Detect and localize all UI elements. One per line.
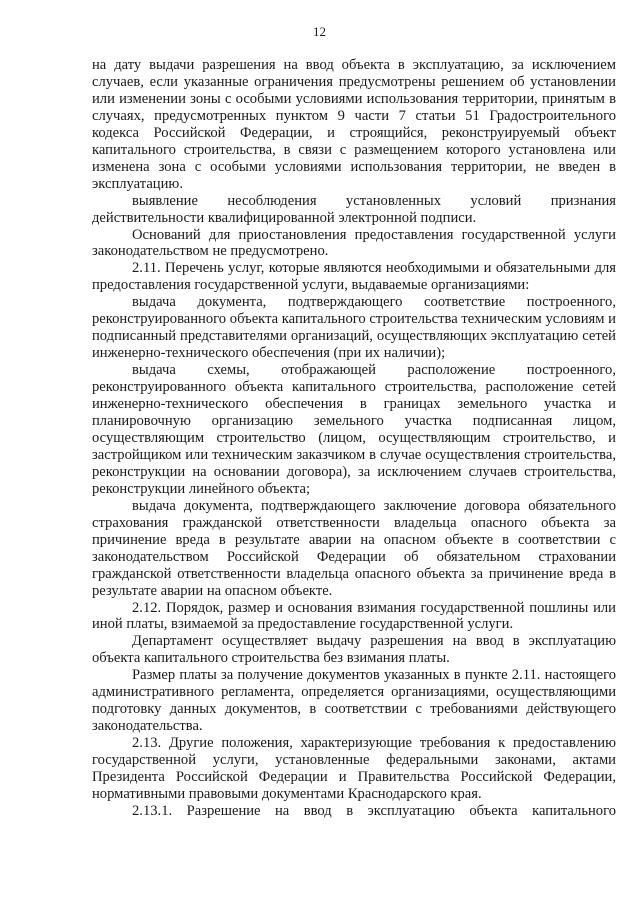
paragraph: Департамент осуществляет выдачу разрешения на ввод в эксплуатацию объекта капитального строительства без взимания платы. [92, 633, 616, 667]
paragraph: выдача схемы, отображающей расположение построенного, реконструированного объекта капитального строительства, расположение сетей инженерно-технического обеспечения в границах земельного участка и планировочную организацию земельного участка подписанная лицом, осуществляющим строительство (лицом, осуществляющим строительство, и застройщиком или техническим заказчиком в случае осуществления строительства, реконструкции на основании договора), за исключением случаев строительства, реконструкции линейного объекта; [92, 362, 616, 497]
page-number: 12 [313, 24, 326, 39]
paragraph: 2.11. Перечень услуг, которые являются необходимыми и обязательными для предоставления государственной услуги, выдаваемые организациями: [92, 260, 616, 294]
document-body [92, 57, 616, 820]
paragraph: 2.13. Другие положения, характеризующие требования к предоставлению государственной услуги, установленные федеральными законами, актами Президента Российской Федерации и Правительства Российской Федерации, нормативными правовыми документами Краснодарского края. [92, 735, 616, 802]
paragraph: Оснований для приостановления предоставления государственной услуги законодательством не предусмотрено. [92, 226, 616, 260]
paragraph: выдача документа, подтверждающего заключение договора обязательного страхования гражданской ответственности владельца опасного объекта за причинение вреда в результате аварии на опасном объекте в соответствии с законодательством Российской Федерации об обязательном страховании гражданской ответственности владельца опасного объекта за причинение вреда в результате аварии на опасном объекте. [92, 497, 616, 599]
paragraph: на дату выдачи разрешения на ввод объекта в эксплуатацию, за исключением случаев, если указанные ограничения предусмотрены решением об установлении или изменении зоны с особыми условиями использования территории, принятым в случаях, предусмотренных пунктом 9 части 7 статьи 51 Градостроительного кодекса Российской Федерации, и строящийся, реконструируемый объект капитального строительства, в связи с размещением которого установлена или изменена зона с особыми условиями использования территории, не введен в эксплуатацию. [92, 57, 616, 192]
paragraph: выявление несоблюдения установленных условий признания действительности квалифицированной электронной подписи. [92, 192, 616, 226]
paragraph: Размер платы за получение документов указанных в пункте 2.11. настоящего административного регламента, определяется организациями, осуществляющими подготовку данных документов, в соответствии с требованиями действующего законодательства. [92, 667, 616, 735]
paragraph: 2.13.1. Разрешение на ввод в эксплуатацию объекта капитального [132, 802, 616, 819]
paragraph: 2.12. Порядок, размер и основания взимания государственной пошлины или иной платы, взимаемой за предоставление государственной услуги. [92, 599, 616, 633]
paragraph: выдача документа, подтверждающего соответствие построенного, реконструированного объекта капитального строительства техническим условиям и подписанный представителями организаций, осуществляющих эксплуатацию сетей инженерно-технического обеспечения (при их наличии); [92, 294, 616, 362]
